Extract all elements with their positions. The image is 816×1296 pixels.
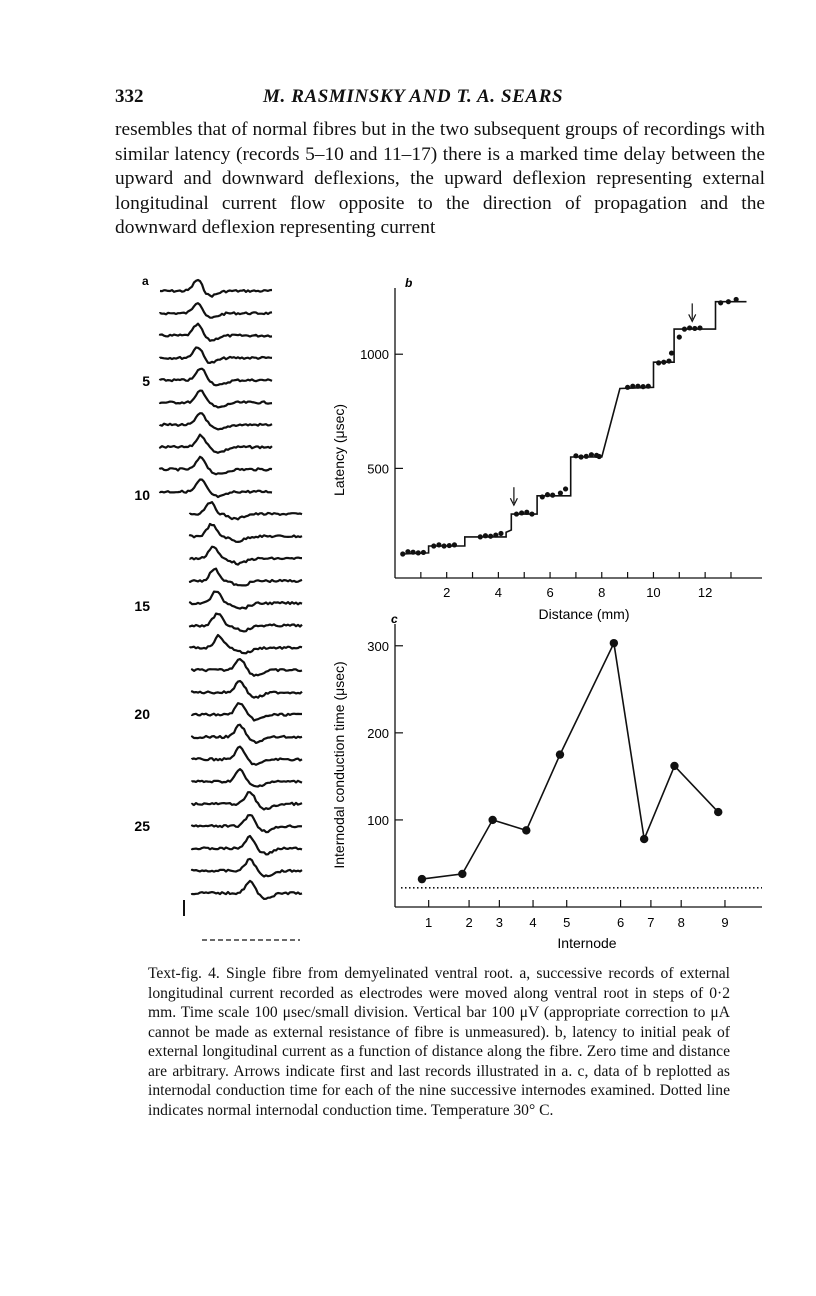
b-data-point (421, 550, 426, 555)
trace-record (190, 592, 302, 609)
b-data-point (687, 325, 692, 330)
c-data-point (418, 875, 426, 883)
panel-b-latency-chart (331, 276, 762, 622)
b-data-point (483, 533, 488, 538)
b-data-point (589, 452, 594, 457)
trace-record (160, 480, 272, 498)
panel-a (134, 274, 302, 940)
c-y-tick-label: 300 (367, 638, 389, 654)
b-data-point (641, 384, 646, 389)
c-series-line (422, 643, 718, 879)
trace-record (192, 881, 302, 899)
b-data-point (545, 492, 550, 497)
trace-record (192, 725, 302, 743)
b-data-point (431, 543, 436, 548)
c-x-tick-label: 2 (465, 915, 473, 930)
trace-record (160, 457, 272, 475)
b-data-point (677, 334, 682, 339)
row-label-20: 20 (134, 706, 150, 722)
c-data-point (714, 808, 722, 816)
c-data-point (670, 762, 678, 770)
c-x-tick-label: 1 (425, 915, 433, 930)
b-data-point (519, 510, 524, 515)
b-data-point (734, 297, 739, 302)
c-data-point (640, 835, 648, 843)
c-data-point (458, 870, 466, 878)
b-data-point (447, 543, 452, 548)
b-y-axis-label: Latency (μsec) (331, 403, 347, 497)
c-x-tick-label: 4 (529, 915, 537, 930)
c-x-tick-label: 6 (616, 915, 625, 930)
trace-record (160, 280, 272, 297)
row-label-25: 25 (134, 818, 150, 834)
trace-record (160, 348, 272, 363)
running-title: M. RASMINSKY AND T. A. SEARS (263, 86, 564, 107)
trace-record (192, 703, 302, 720)
b-x-tick-label: 10 (646, 585, 661, 600)
b-data-point (726, 299, 731, 304)
trace-record (192, 859, 302, 877)
b-data-point (498, 531, 503, 536)
c-data-point (488, 816, 496, 824)
b-data-point (410, 550, 415, 555)
b-data-point (584, 454, 589, 459)
trace-record (190, 547, 302, 565)
trace-record (192, 815, 302, 832)
b-data-point (597, 454, 602, 459)
b-data-point (514, 511, 519, 516)
b-data-point (669, 350, 674, 355)
b-x-axis-label: Distance (mm) (538, 606, 630, 622)
trace-record (160, 413, 272, 429)
trace-record (190, 524, 302, 542)
b-data-point (635, 384, 640, 389)
trace-record (192, 836, 302, 854)
caption-text: Text-fig. 4. Single fibre from demyelinated ventral root. a, successive records of external longitudinal current recorded as electrodes were moved along ventral root in steps of 0·2 mm. Time scale 100 μsec/small division. Vertical bar 100 μV (appropriate correction to μA cannot be made as external resistance of fibre is unmeasured). b, latency to initial peak of external longitudinal current as a function of distance along the fibre. Zero time and distance are arbitrary. Arrows indicate first and last records illustrated in a. c, data of b replotted as internodal conduction time for each of the nine successive internodes examined. Dotted line indicates normal internodal conduction time. Temperature 30° C. (148, 965, 730, 1119)
b-x-tick-label: 2 (443, 585, 451, 600)
b-x-tick-label: 12 (697, 585, 713, 600)
c-x-tick-label: 3 (495, 915, 503, 930)
trace-record (192, 659, 302, 676)
row-label-15: 15 (134, 598, 150, 614)
c-y-axis-label: Internodal conduction time (μsec) (331, 661, 347, 869)
panel-b-label: b (405, 276, 413, 290)
trace-record (192, 769, 302, 786)
b-x-tick-label: 4 (494, 585, 502, 600)
b-data-point (718, 300, 723, 305)
trace-record (190, 502, 302, 519)
b-data-point (563, 486, 568, 491)
trace-records (160, 280, 302, 899)
row-label-5: 5 (142, 373, 150, 389)
c-y-tick-label: 200 (367, 725, 389, 741)
trace-record (192, 681, 302, 698)
b-data-point (405, 549, 410, 554)
b-data-point (661, 360, 666, 365)
b-data-point (573, 453, 578, 458)
b-data-point (488, 534, 493, 539)
trace-record (160, 324, 272, 341)
c-x-tick-label: 8 (677, 915, 685, 930)
b-y-tick-label: 500 (367, 461, 389, 477)
b-data-point (540, 494, 545, 499)
panel-c-internode-chart (331, 612, 762, 951)
b-data-point (630, 384, 635, 389)
trace-record (192, 792, 302, 809)
trace-record (190, 635, 302, 653)
c-data-point (556, 750, 564, 758)
b-data-point (666, 358, 671, 363)
b-step-line (403, 302, 747, 554)
c-x-axis-label: Internode (557, 935, 617, 951)
b-data-point (442, 543, 447, 548)
b-data-point (550, 493, 555, 498)
b-data-point (625, 385, 630, 390)
c-x-tick-label: 5 (563, 915, 571, 930)
b-data-point (692, 326, 697, 331)
b-data-point (578, 454, 583, 459)
body-text: resembles that of normal fibres but in the two subsequent groups of recordings with similar latency (records 5–10 and 11–17) there is a marked time delay between the upward and downward deflexions, the upward deflexion representing external longitudinal current flow opposite to the direction of propagation and the downward deflexion representing current (115, 119, 765, 239)
panel-a-label: a (142, 274, 149, 288)
b-data-point (656, 360, 661, 365)
page-number: 332 (115, 86, 144, 107)
c-data-point (610, 639, 618, 647)
b-data-point (646, 384, 651, 389)
trace-record (160, 435, 272, 453)
c-x-tick-label: 9 (721, 915, 729, 930)
b-data-point (478, 534, 483, 539)
trace-record (190, 614, 302, 632)
b-x-tick-label: 6 (546, 585, 554, 600)
b-data-point (558, 490, 563, 495)
figure-caption (148, 964, 730, 1120)
b-data-point (682, 327, 687, 332)
b-data-point (416, 550, 421, 555)
c-y-tick-label: 100 (367, 812, 389, 828)
row-label-10: 10 (134, 487, 150, 503)
b-data-point (529, 511, 534, 516)
trace-record (192, 747, 302, 765)
c-x-tick-label: 7 (647, 915, 655, 930)
b-data-point (400, 551, 405, 556)
trace-record (160, 369, 272, 386)
b-y-tick-label: 1000 (360, 347, 389, 363)
trace-record (190, 569, 302, 586)
trace-record (160, 391, 272, 408)
b-x-tick-label: 8 (598, 585, 606, 600)
b-data-point (524, 510, 529, 515)
panel-c-label: c (391, 612, 398, 626)
c-data-point (522, 826, 530, 834)
b-data-point (436, 542, 441, 547)
b-data-point (452, 542, 457, 547)
b-data-point (493, 532, 498, 537)
b-data-point (697, 325, 702, 330)
trace-record (160, 303, 272, 318)
